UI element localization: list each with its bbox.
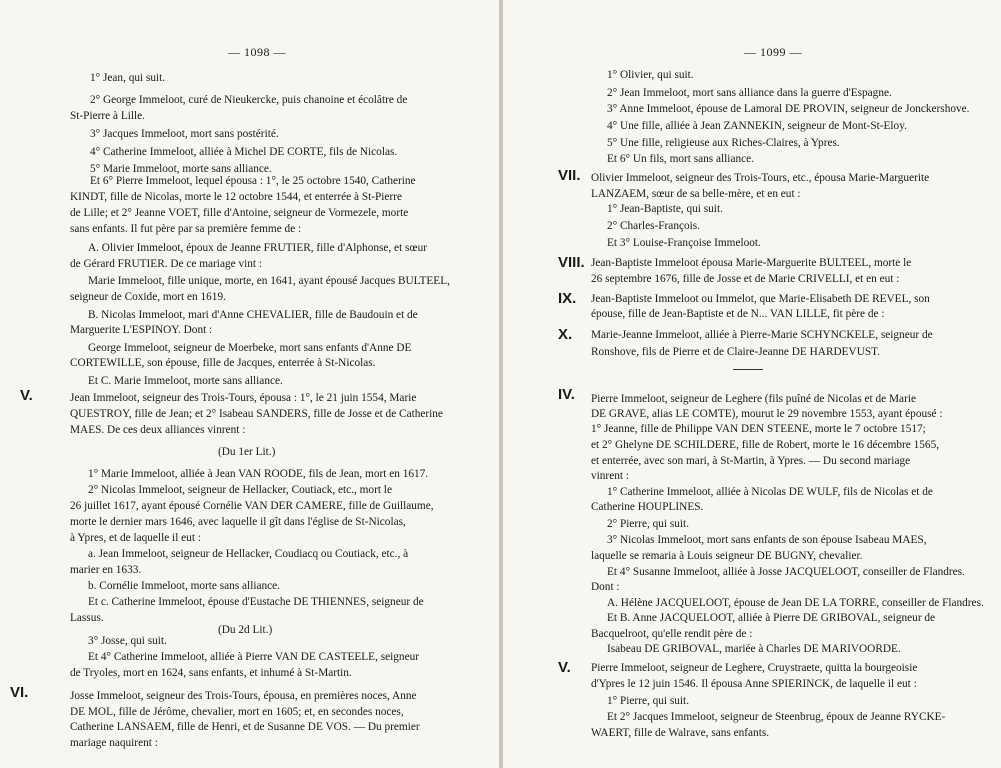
left-text-line: Et 4° Catherine Immeloot, alliée à Pierre VAN DE CASTEELE, seigneur [88,651,420,663]
right-text-line: LANZAEM, sœur de sa belle-mère, et en eut : [591,188,801,200]
left-text-line: B. Nicolas Immeloot, mari d'Anne CHEVALIER, fille de Baudouin et de [88,309,418,321]
left-text-line: 1° Marie Immeloot, alliée à Jean VAN ROODE, fils de Jean, mort en 1617. [88,468,429,480]
left-text-line: à Ypres, et de laquelle il eut : [70,532,201,544]
right-generation-marker: X. [558,326,573,343]
right-text-line: Olivier Immeloot, seigneur des Trois-Tours, etc., épousa Marie-Marguerite [591,172,930,184]
left-text-line: 5° Marie Immeloot, morte sans alliance. [90,163,272,175]
left-text-line: 3° Josse, qui suit. [88,635,167,647]
left-text-line: de Tryoles, mort en 1624, sans enfants, et inhumé à St-Martin. [70,667,352,679]
right-text-line: Et 2° Jacques Immeloot, seigneur de Steenbrug, époux de Jeanne RYCKE- [607,711,946,723]
right-text-line: 3° Anne Immeloot, épouse de Lamoral DE PROVIN, seigneur de Jonckershove. [607,103,970,115]
right-text-line: et enterrée, avec son mari, à St-Martin, à Ypres. — Du second mariage [591,455,911,467]
left-text-line: Josse Immeloot, seigneur des Trois-Tours, épousa, en premières noces, Anne [70,690,417,702]
left-text-line: MAES. De ces deux alliances vinrent : [70,424,246,436]
left-page [0,0,499,768]
left-text-line: sans enfants. Il fut père par sa première femme de : [70,223,302,235]
right-text-line: 1° Jeanne, fille de Philippe VAN DEN STEENE, morte le 7 octobre 1517; [591,423,926,435]
right-text-line: 26 septembre 1676, fille de Josse et de Marie CRIVELLI, et en eut : [591,273,900,285]
left-generation-marker: V. [20,387,33,404]
left-text-line: 26 juillet 1617, ayant épousé Cornélie VAN DER CAMERE, fille de Guillaume, [70,500,434,512]
right-text-line: Ronshove, fils de Pierre et de Claire-Jeanne DE HARDEVUST. [591,346,881,358]
left-text-line: b. Cornélie Immeloot, morte sans alliance. [88,580,280,592]
left-text-line: 3° Jacques Immeloot, mort sans postérité. [90,128,279,140]
left-page-number: — 1098 — [228,45,286,59]
left-text-line: A. Olivier Immeloot, époux de Jeanne FRUTIER, fille d'Alphonse, et sœur [88,242,427,254]
left-text-line: George Immeloot, seigneur de Moerbeke, mort sans enfants d'Anne DE [88,342,412,354]
left-text-line: (Du 1er Lit.) [218,446,276,458]
left-text-line: Et 6° Pierre Immeloot, lequel épousa : 1°, le 25 octobre 1540, Catherine [90,175,416,187]
left-text-line: 2° Nicolas Immeloot, seigneur de Hellacker, Coutiack, etc., mort le [88,484,392,496]
right-text-line: vinrent : [591,470,629,482]
left-text-line: de Lille; et 2° Jeanne VOET, fille d'Antoine, seigneur de Vormezele, morte [70,207,409,219]
right-text-line: DE GRAVE, alias LE COMTE), mourut le 29 novembre 1553, ayant épousé : [591,408,943,420]
left-text-line: Marie Immeloot, fille unique, morte, en 1641, ayant épousé Jacques BULTEEL, [88,275,450,287]
left-text-line: marier en 1633. [70,564,142,576]
right-generation-marker: IX. [558,290,577,307]
right-text-line: Isabeau DE GRIBOVAL, mariée à Charles DE MARIVOORDE. [607,643,901,655]
left-text-line: de Gérard FRUTIER. De ce mariage vint : [70,258,262,270]
left-text-line: Lassus. [70,612,104,624]
right-page [503,0,1001,768]
right-text-line: 2° Jean Immeloot, mort sans alliance dans la guerre d'Espagne. [607,87,892,99]
right-text-line: laquelle se remaria à Louis seigneur DE BUGNY, chevalier. [591,550,863,562]
right-text-line: Dont : [591,581,620,593]
left-text-line: Et C. Marie Immeloot, morte sans alliance. [88,375,283,387]
left-text-line: 1° Jean, qui suit. [90,72,166,84]
right-text-line: 1° Pierre, qui suit. [607,695,690,707]
right-text-line: A. Hélène JACQUELOOT, épouse de Jean DE LA TORRE, conseiller de Flandres. [607,597,984,609]
left-text-line: 4° Catherine Immeloot, alliée à Michel DE CORTE, fils de Nicolas. [90,146,398,158]
right-text-line: Et 3° Louise-Françoise Immeloot. [607,237,761,249]
left-text-line: QUESTROY, fille de Jean; et 2° Isabeau SANDERS, fille de Josse et de Catherine [70,408,443,420]
section-divider [733,369,763,370]
right-text-line: Et 6° Un fils, mort sans alliance. [607,153,754,165]
right-text-line: 2° Charles-François. [607,220,700,232]
left-text-line: mariage naquirent : [70,737,158,749]
right-text-line: Et B. Anne JACQUELOOT, alliée à Pierre DE GRIBOVAL, seigneur de [607,612,936,624]
right-page-number: — 1099 — [744,45,802,59]
left-text-line: seigneur de Coxide, mort en 1619. [70,291,226,303]
right-text-line: 3° Nicolas Immeloot, mort sans enfants de son épouse Isabeau MAES, [607,534,927,546]
right-text-line: Et 4° Susanne Immeloot, alliée à Josse JACQUELOOT, conseiller de Flandres. [607,566,965,578]
right-text-line: Jean-Baptiste Immeloot épousa Marie-Marguerite BULTEEL, morte le [591,257,912,269]
right-text-line: 4° Une fille, alliée à Jean ZANNEKIN, seigneur de Mont-St-Eloy. [607,120,907,132]
right-text-line: Bacquelroot, qu'elle rendit père de : [591,628,753,640]
right-generation-marker: VIII. [558,254,585,271]
right-generation-marker: IV. [558,386,575,403]
right-text-line: Catherine HOUPLINES. [591,501,704,513]
right-text-line: Pierre Immeloot, seigneur de Leghere, Cruystraete, quitta la bourgeoisie [591,662,918,674]
right-text-line: épouse, fille de Jean-Baptiste et de N... VAN LILLE, fit père de : [591,308,885,320]
left-generation-marker: VI. [10,684,29,701]
right-text-line: 2° Pierre, qui suit. [607,518,690,530]
left-text-line: Catherine LANSAEM, fille de Henri, et de Susanne DE VOS. — Du premier [70,721,420,733]
right-generation-marker: V. [558,659,571,676]
left-text-line: a. Jean Immeloot, seigneur de Hellacker, Coudiacq ou Coutiack, etc., à [88,548,409,560]
left-text-line: morte le dernier mars 1646, avec laquelle il gît dans l'église de St-Nicolas, [70,516,406,528]
right-text-line: d'Ypres le 12 juin 1546. Il épousa Anne SPIERINCK, de laquelle il eut : [591,678,917,690]
right-text-line: et 2° Ghelyne DE SCHILDERE, fille de Robert, morte le 16 décembre 1565, [591,439,940,451]
left-text-line: Jean Immeloot, seigneur des Trois-Tours, épousa : 1°, le 21 juin 1554, Marie [70,392,417,404]
left-text-line: Et c. Catherine Immeloot, épouse d'Eustache DE THIENNES, seigneur de [88,596,424,608]
left-text-line: CORTEWILLE, son épouse, fille de Jacques, enterrée à St-Nicolas. [70,357,376,369]
left-text-line: (Du 2d Lit.) [218,624,273,636]
left-text-line: St-Pierre à Lille. [70,110,145,122]
right-text-line: 1° Olivier, qui suit. [607,69,694,81]
right-text-line: Jean-Baptiste Immeloot ou Immelot, que Marie-Elisabeth DE REVEL, son [591,293,930,305]
left-text-line: DE MOL, fille de Jérôme, chevalier, mort en 1605; et, en secondes noces, [70,706,404,718]
right-text-line: Marie-Jeanne Immeloot, alliée à Pierre-Marie SCHYNCKELE, seigneur de [591,329,933,341]
right-text-line: 1° Catherine Immeloot, alliée à Nicolas DE WULF, fils de Nicolas et de [607,486,933,498]
right-text-line: Pierre Immeloot, seigneur de Leghere (fils puîné de Nicolas et de Marie [591,393,916,405]
left-text-line: 2° George Immeloot, curé de Nieukercke, puis chanoine et écolâtre de [90,94,408,106]
right-text-line: WAERT, fille de Walrave, sans enfants. [591,727,770,739]
right-text-line: 1° Jean-Baptiste, qui suit. [607,203,723,215]
left-text-line: KINDT, fille de Nicolas, morte le 12 octobre 1544, et enterrée à St-Pierre [70,191,402,203]
right-generation-marker: VII. [558,167,581,184]
right-text-line: 5° Une fille, religieuse aux Riches-Claires, à Ypres. [607,137,840,149]
left-text-line: Marguerite L'ESPINOY. Dont : [70,324,213,336]
